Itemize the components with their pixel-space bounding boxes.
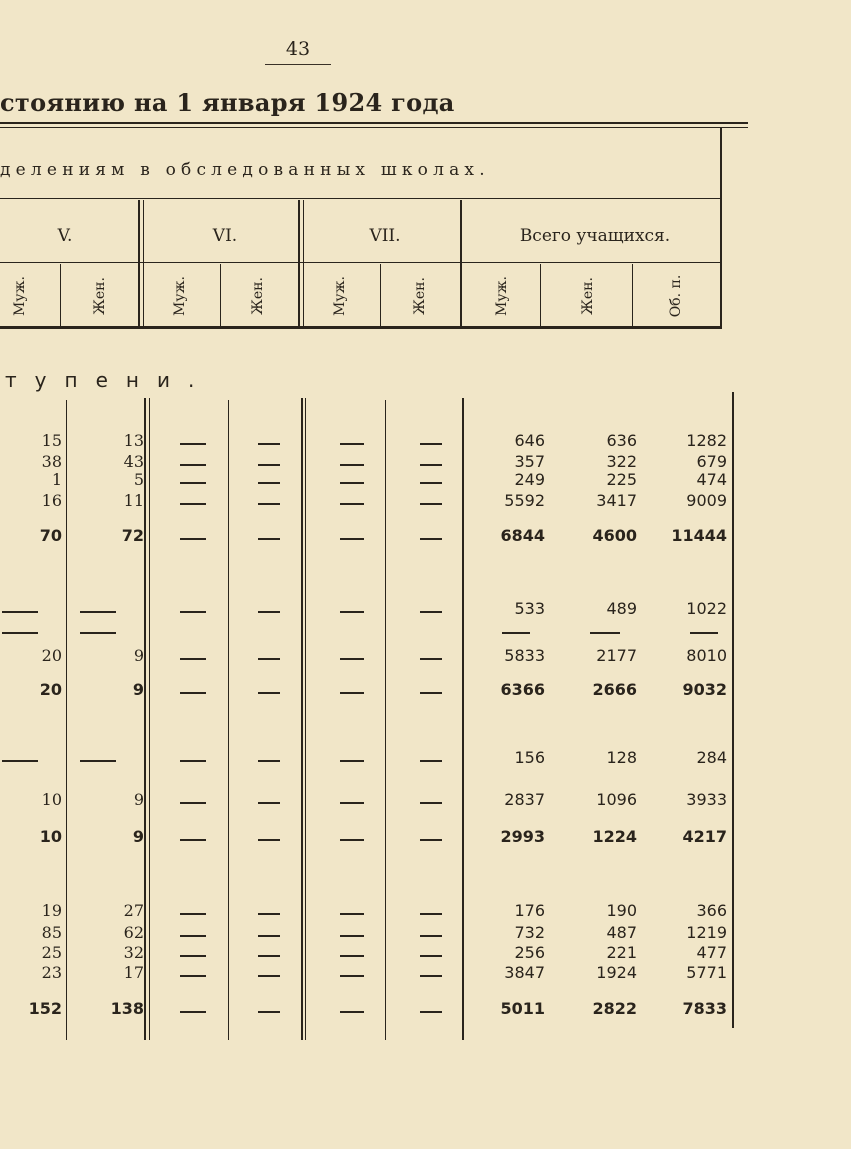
table-cell: 27 [123,901,144,920]
table-cell: 38 [41,452,62,471]
table-cell: 10 [39,827,62,846]
table-cell-dash [420,658,442,660]
table-cell: 646 [514,431,545,450]
table-cell: 2822 [592,999,637,1018]
table-cell: 5833 [504,646,545,665]
table-cell: 3847 [504,963,545,982]
table-cell-dash [180,802,206,804]
table-cell-dash [340,802,364,804]
table-cell-dash [258,839,280,841]
header-divider-vi-mid [220,264,221,326]
table-cell-dash [180,611,206,613]
table-cell: 4600 [592,526,637,545]
table-cell-dash [180,503,206,505]
subheader-total-all: Об. п. [668,274,684,318]
table-cell-dash [258,760,280,762]
table-cell: 72 [121,526,144,545]
table-cell-dash [340,839,364,841]
table-cell: 2993 [500,827,545,846]
table-cell-dash [180,975,206,977]
table-cell: 138 [110,999,144,1018]
table-cell: 20 [41,646,62,665]
table-cell-dash [340,482,364,484]
table-cell: 1022 [686,599,727,618]
subheader-total-female: Жен. [580,277,596,315]
table-cell-dash [420,611,442,613]
subheader-vii-male: Муж. [332,276,348,316]
table-cell: 43 [123,452,144,471]
subheader-v-male: Муж. [12,276,28,316]
table-cell: 357 [514,452,545,471]
table-cell: 11 [123,491,144,510]
table-cell-dash [258,538,280,540]
subheader-v-female: Жен. [92,277,108,315]
table-cell: 11444 [671,526,727,545]
table-cell-dash [420,1011,442,1013]
table-cell-dash [420,913,442,915]
table-cell-dash [420,503,442,505]
header-divider-vi-vii2 [303,200,304,326]
table-cell: 9 [133,790,144,809]
body-divider-2b [149,398,150,1040]
top-rule-thin [0,127,748,128]
section-caption: делениям в обследованных школах. [0,160,490,180]
table-cell-dash [258,464,280,466]
table-cell: 6844 [500,526,545,545]
table-cell-dash [258,955,280,957]
table-cell: 85 [41,923,62,942]
page-number: 43 [285,38,311,60]
table-cell-dash [420,464,442,466]
table-cell: 70 [39,526,62,545]
table-cell-dash [80,611,116,613]
group-rule [0,262,720,263]
table-cell: 9 [132,827,144,846]
table-cell-dash [420,443,442,445]
table-cell-dash [180,839,206,841]
body-divider-3 [228,400,229,1040]
table-cell-dash [340,955,364,957]
table-cell: 3933 [686,790,727,809]
table-cell: 1224 [592,827,637,846]
header-bottom-rule [0,326,722,329]
table-cell: 4217 [682,827,727,846]
table-cell-dash [180,692,206,694]
table-cell: 5 [133,470,144,489]
table-cell: 152 [28,999,62,1018]
table-cell-dash [258,443,280,445]
table-cell-dash [258,935,280,937]
table-cell-dash [340,760,364,762]
table-cell: 1219 [686,923,727,942]
header-divider-total-1 [540,264,541,326]
table-cell-dash [340,443,364,445]
table-cell: 5592 [504,491,545,510]
table-cell: 489 [606,599,637,618]
body-divider-4b [305,398,306,1040]
table-cell-dash [420,839,442,841]
table-cell-dash [420,802,442,804]
subheader-total-male: Муж. [494,276,510,316]
table-cell: 9009 [686,491,727,510]
subheader-vi-male: Муж. [172,276,188,316]
table-cell-dash [258,1011,280,1013]
table-cell-dash [180,1011,206,1013]
table-cell-dash [420,975,442,977]
table-cell: 256 [514,943,545,962]
table-cell: 533 [514,599,545,618]
table-cell: 487 [606,923,637,942]
right-border [720,128,722,328]
table-cell-dash [2,760,38,762]
table-cell: 10 [41,790,62,809]
stage-label: тупени. [5,368,213,392]
group-label-v: V. [57,226,73,246]
table-cell: 2177 [596,646,637,665]
table-cell: 128 [606,748,637,767]
table-cell: 190 [606,901,637,920]
table-cell-dash [80,632,116,634]
table-cell: 6366 [500,680,545,699]
body-divider-4a [301,398,303,1040]
table-cell-dash [420,538,442,540]
table-cell-dash [258,611,280,613]
table-cell-dash [80,760,116,762]
table-cell-dash [258,503,280,505]
table-cell: 322 [606,452,637,471]
subheader-vi-female: Жен. [250,277,266,315]
table-cell-dash [180,955,206,957]
table-cell: 13 [123,431,144,450]
page-title: стоянию на 1 января 1924 года [0,88,455,117]
table-cell: 9 [132,680,144,699]
table-cell: 32 [123,943,144,962]
table-cell: 176 [514,901,545,920]
table-cell-dash [258,975,280,977]
table-cell-dash [258,802,280,804]
header-divider-v-vi [138,200,140,326]
table-cell-dash [502,632,530,634]
subheader-vii-female: Жен. [412,277,428,315]
table-cell: 249 [514,470,545,489]
table-cell: 225 [606,470,637,489]
table-cell-dash [180,482,206,484]
table-cell: 7833 [682,999,727,1018]
group-label-vii: VII. [369,226,401,246]
table-cell: 1924 [596,963,637,982]
table-cell-dash [690,632,718,634]
table-cell-dash [180,538,206,540]
table-cell: 16 [41,491,62,510]
table-cell-dash [258,482,280,484]
table-cell: 2666 [592,680,637,699]
table-cell: 23 [41,963,62,982]
table-cell-dash [180,464,206,466]
table-cell-dash [340,503,364,505]
table-cell: 732 [514,923,545,942]
table-cell: 62 [123,923,144,942]
table-cell: 3417 [596,491,637,510]
table-cell-dash [420,935,442,937]
table-cell-dash [340,611,364,613]
header-divider-vii-total [460,200,462,326]
caption-rule [0,198,722,199]
table-cell: 156 [514,748,545,767]
table-cell-dash [180,935,206,937]
table-cell-dash [258,913,280,915]
table-cell-dash [180,443,206,445]
top-rule [0,122,748,124]
table-cell-dash [180,913,206,915]
table-cell-dash [340,975,364,977]
table-cell: 19 [41,901,62,920]
table-cell: 474 [696,470,727,489]
table-cell-dash [420,692,442,694]
header-divider-total-2 [632,264,633,326]
table-cell-dash [340,464,364,466]
table-cell: 284 [696,748,727,767]
table-cell-dash [2,632,38,634]
table-cell: 15 [41,431,62,450]
header-divider-v-mid [60,264,61,326]
body-divider-5 [385,400,386,1040]
group-label-total: Всего учащихся. [519,226,671,246]
table-cell-dash [258,658,280,660]
group-label-vi: VI. [212,226,238,246]
table-cell-dash [420,955,442,957]
table-cell-dash [340,658,364,660]
table-cell: 2837 [504,790,545,809]
table-cell-dash [340,538,364,540]
table-cell: 636 [606,431,637,450]
table-cell: 1096 [596,790,637,809]
table-cell: 9032 [682,680,727,699]
table-cell-dash [2,611,38,613]
header-divider-vii-mid [380,264,381,326]
table-cell-dash [340,1011,364,1013]
table-cell: 1282 [686,431,727,450]
table-cell-dash [420,760,442,762]
header-divider-vi-vii [298,200,300,326]
table-cell: 477 [696,943,727,962]
table-cell: 679 [696,452,727,471]
table-cell-dash [340,935,364,937]
table-cell: 17 [123,963,144,982]
table-cell: 221 [606,943,637,962]
table-cell: 20 [39,680,62,699]
table-cell: 8010 [686,646,727,665]
table-cell-dash [180,658,206,660]
table-cell-dash [180,760,206,762]
table-cell-dash [340,913,364,915]
page-number-rule [265,64,331,65]
table-cell: 366 [696,901,727,920]
table-cell-dash [258,692,280,694]
right-border-body [732,392,734,1028]
table-cell-dash [590,632,620,634]
table-cell: 5771 [686,963,727,982]
table-cell: 25 [41,943,62,962]
table-cell-dash [420,482,442,484]
header-divider-v-vi2 [143,200,144,326]
body-divider-2a [144,398,146,1040]
table-cell: 5011 [500,999,545,1018]
table-cell: 9 [133,646,144,665]
table-cell-dash [340,692,364,694]
table-cell: 1 [51,470,62,489]
